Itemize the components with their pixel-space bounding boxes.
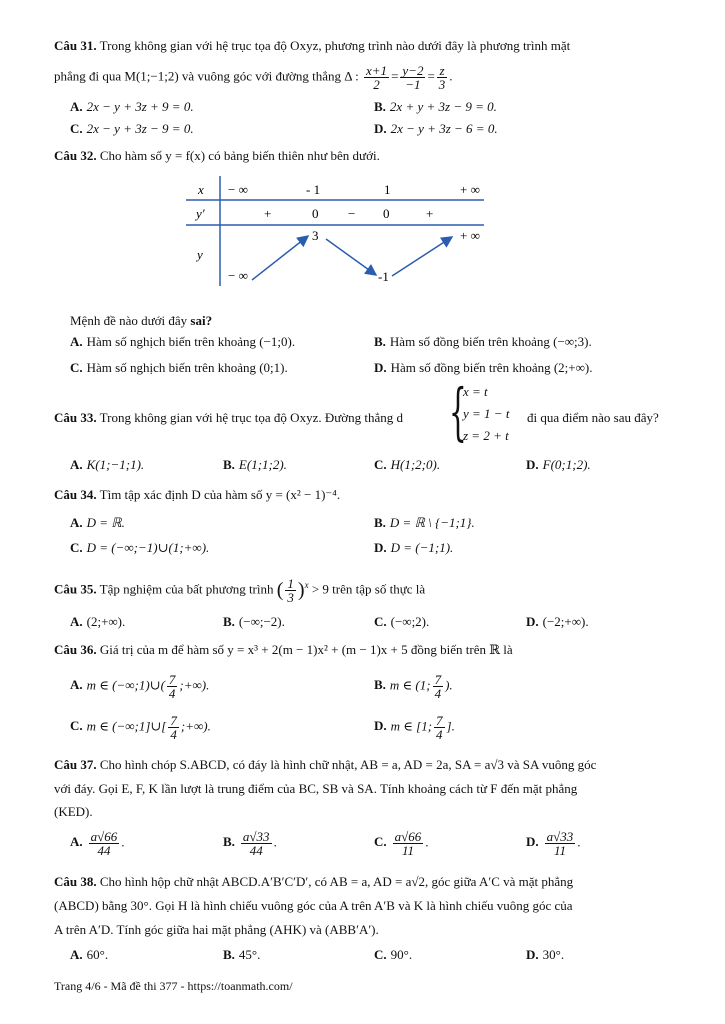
table-sign-1: 0 xyxy=(312,206,319,221)
q31-option-b[interactable]: B. 2x + y + 3z − 9 = 0. xyxy=(374,99,497,114)
table-x-label: x xyxy=(198,182,204,197)
q35-base: ( xyxy=(276,579,284,601)
table-x-val-3: + ∞ xyxy=(460,182,480,197)
q31-option-a[interactable]: A. 2x − y + 3z + 9 = 0. xyxy=(70,99,194,114)
q34-option-a[interactable]: A. D = ℝ. xyxy=(70,515,125,530)
q38-line1: Câu 38. Cho hình hộp chữ nhật ABCD.A′B′C′D′, có AB = a, AD = a√2, góc giữa A′C và mặt phẳng xyxy=(54,874,574,889)
q37-option-c[interactable]: C. $\frac{a√66}{11}$ . xyxy=(374,829,429,858)
table-sign-0: + xyxy=(264,206,272,221)
q31-line1: Câu 31. Trong không gian với hệ trục tọa độ Oxyz, phương trình nào dưới đây là phương trình mặt xyxy=(54,38,571,53)
q35-line1: Câu 35. Tập nghiệm của bất phương trình ( $\frac{1}{3}$ )$^x$ > 9 trên tập số thực là xyxy=(54,576,426,605)
table-sign-2: − xyxy=(348,206,356,221)
q34-option-b[interactable]: B. D = ℝ \ {−1;1}. xyxy=(374,515,475,530)
q33-system-brace: { xyxy=(449,375,467,448)
q37-option-b[interactable]: B. $\frac{a√33}{44}$ . xyxy=(223,829,277,858)
table-arrow-down xyxy=(326,239,376,275)
q31-frac-x: $\frac{x+1}{2}$ xyxy=(366,63,388,92)
q37-line1: Câu 37. Cho hình chóp S.ABCD, có đáy là hình chữ nhật, AB = a, AD = 2a, SA = a√3 và SA vuông góc xyxy=(54,757,597,772)
q38-line3: A trên A′D. Tính góc giữa hai mặt phẳng (AHK) và (ABB′A′). xyxy=(54,922,379,937)
q38-option-d[interactable]: D. 30°. xyxy=(526,947,565,962)
q32-option-b[interactable]: B. Hàm số đồng biến trên khoảng (−∞;3). xyxy=(374,334,592,349)
table-x-val-1: - 1 xyxy=(306,182,321,197)
q33-line1-end: đi qua điểm nào sau đây? xyxy=(527,410,659,425)
q36-line1: Câu 36. Giá trị của m để hàm số y = x³ + 2(m − 1)x² + (m − 1)x + 5 đồng biến trên ℝ là xyxy=(54,642,513,657)
table-sign-4: + xyxy=(426,206,434,221)
q34-option-c[interactable]: C. D = (−∞;−1)∪(1;+∞). xyxy=(70,540,210,555)
q32-option-a[interactable]: A. Hàm số nghịch biến trên khoảng (−1;0). xyxy=(70,334,296,349)
q33-line1: Câu 33. Trong không gian với hệ trục tọa độ Oxyz. Đường thẳng d xyxy=(54,410,404,425)
q31-option-c[interactable]: C. 2x − y + 3z − 9 = 0. xyxy=(70,121,194,136)
table-x-val-0: − ∞ xyxy=(228,182,248,197)
table-sign-3: 0 xyxy=(383,206,390,221)
table-y-val-1: 3 xyxy=(312,228,319,243)
q37-line2: với đáy. Gọi E, F, K lần lượt là trung điểm của BC, SB và SA. Tính khoảng cách từ F đến mặt phẳng xyxy=(54,781,578,796)
q34-line1: Câu 34. Tìm tập xác định D của hàm số y = (x² − 1)⁻⁴. xyxy=(54,487,341,502)
q35-option-a[interactable]: A. (2;+∞). xyxy=(70,614,126,629)
q38-option-c[interactable]: C. 90°. xyxy=(374,947,413,962)
q36-option-a[interactable]: A. m ∈ (−∞;1)∪( $\frac{7}{4}$ ;+∞). xyxy=(70,672,210,701)
q33-system: x = t y = 1 − t z = 2 + t xyxy=(463,384,510,443)
table-y-val-2: -1 xyxy=(378,269,389,284)
q32-option-c[interactable]: C. Hàm số nghịch biến trên khoảng (0;1). xyxy=(70,360,288,375)
q38-option-a[interactable]: A. 60°. xyxy=(70,947,109,962)
q35-option-b[interactable]: B. (−∞;−2). xyxy=(223,614,285,629)
table-y-label: y xyxy=(197,247,203,262)
q36-option-d[interactable]: D. m ∈ [1; $\frac{7}{4}$ ]. xyxy=(374,713,455,742)
q34-option-d[interactable]: D. D = (−1;1). xyxy=(374,540,454,555)
q36-option-c[interactable]: C. m ∈ (−∞;1]∪[ $\frac{7}{4}$ ;+∞). xyxy=(70,713,211,742)
table-arrow-up-1 xyxy=(252,236,308,280)
variation-table xyxy=(186,176,486,286)
q35-option-c[interactable]: C. (−∞;2). xyxy=(374,614,430,629)
table-y-val-0: − ∞ xyxy=(228,268,248,283)
q31-frac-y: $\frac{y-2}{-1}$ xyxy=(402,63,424,92)
table-x-val-2: 1 xyxy=(384,182,391,197)
q36-option-b[interactable]: B. m ∈ (1; $\frac{7}{4}$ ). xyxy=(374,672,453,701)
q31-option-d[interactable]: D. 2x − y + 3z − 6 = 0. xyxy=(374,121,498,136)
q33-option-b[interactable]: B. E(1;1;2). xyxy=(223,457,287,472)
q33-option-c[interactable]: C. H(1;2;0). xyxy=(374,457,441,472)
q38-option-b[interactable]: B. 45°. xyxy=(223,947,261,962)
q33-option-d[interactable]: D. F(0;1;2). xyxy=(526,457,591,472)
q32-line1: Câu 32. Cho hàm số y = f(x) có bảng biến thiên như bên dưới. xyxy=(54,148,380,163)
q37-line3: (KED). xyxy=(54,804,93,819)
q31-frac-z: $\frac{z}{3}$ xyxy=(438,63,446,92)
page-footer: Trang 4/6 - Mã đề thi 377 - https://toanmath.com/ xyxy=(54,979,293,993)
q31-line2: phẳng đi qua M(1;−1;2) và vuông góc với đường thẳng Δ : $\frac{x+1}{2}$ = $\frac{y-2}{-1}$ = $\frac{z}{3}$ . xyxy=(54,63,453,92)
table-arrow-up-2 xyxy=(392,237,452,276)
table-yprime-label: y′ xyxy=(196,206,205,221)
q32-prompt: Mệnh đề nào dưới đây sai? xyxy=(70,313,213,328)
q35-frac: $\frac{1}{3}$ xyxy=(287,576,294,605)
q33-option-a[interactable]: A. K(1;−1;1). xyxy=(70,457,145,472)
q37-option-d[interactable]: D. $\frac{a√33}{11}$ . xyxy=(526,829,581,858)
q38-line2: (ABCD) bằng 30°. Gọi H là hình chiếu vuông góc của A trên A′B và K là hình chiếu vuông góc của xyxy=(54,898,573,913)
q35-option-d[interactable]: D. (−2;+∞). xyxy=(526,614,589,629)
q32-option-d[interactable]: D. Hàm số đồng biến trên khoảng (2;+∞). xyxy=(374,360,593,375)
table-y-val-3: + ∞ xyxy=(460,228,480,243)
q37-option-a[interactable]: A. $\frac{a√66}{44}$ . xyxy=(70,829,125,858)
